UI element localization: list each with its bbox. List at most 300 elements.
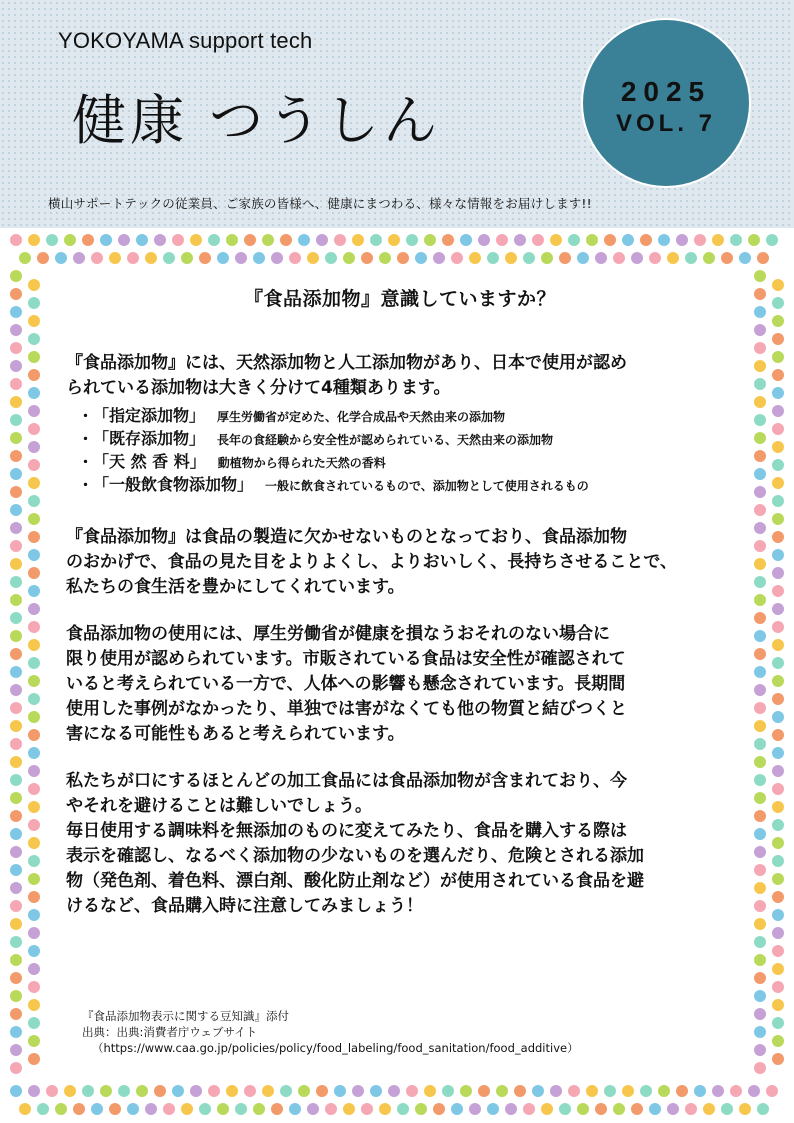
- decorative-dot: [754, 810, 766, 822]
- decorative-dot: [397, 252, 409, 264]
- decorative-dot: [685, 252, 697, 264]
- text-line: 使用した事例がなかったり、単独では害がなくても他の物質と結びつくと: [66, 699, 627, 719]
- decorative-dot: [10, 936, 22, 948]
- decorative-dot: [28, 234, 40, 246]
- decorative-dot: [559, 1103, 571, 1115]
- decorative-dot: [505, 252, 517, 264]
- decorative-dot: [262, 234, 274, 246]
- decorative-dot: [721, 1103, 733, 1115]
- decorative-dot: [352, 1085, 364, 1097]
- decorative-dot: [109, 252, 121, 264]
- decorative-dot: [217, 1103, 229, 1115]
- decorative-dot: [772, 1053, 784, 1065]
- decorative-dot: [694, 1085, 706, 1097]
- decorative-dot: [100, 234, 112, 246]
- decorative-dot: [523, 252, 535, 264]
- decorative-dot: [253, 1103, 265, 1115]
- decorative-dot: [424, 1085, 436, 1097]
- source-url: （https://www.caa.go.jp/policies/policy/food_labeling/food_sanitation/food_additive）: [92, 1041, 579, 1055]
- category-description: 一般に飲食されているもので、添加物として使用されるもの: [265, 479, 589, 493]
- decorative-dot: [10, 702, 22, 714]
- decorative-dot: [754, 702, 766, 714]
- bullet: ・: [78, 476, 94, 494]
- decorative-dot: [487, 1103, 499, 1115]
- decorative-dot: [28, 459, 40, 471]
- decorative-dot: [163, 252, 175, 264]
- decorative-dot: [118, 1085, 130, 1097]
- decorative-dot: [772, 297, 784, 309]
- decorative-dot: [208, 1085, 220, 1097]
- decorative-dot: [604, 234, 616, 246]
- decorative-dot: [37, 252, 49, 264]
- decorative-dot: [577, 1103, 589, 1115]
- decorative-dot: [10, 684, 22, 696]
- decorative-dot: [28, 981, 40, 993]
- decorative-dot: [28, 873, 40, 885]
- decorative-dot: [10, 630, 22, 642]
- source-note: 『食品添加物表示に関する豆知識』添付: [82, 1009, 289, 1023]
- decorative-dot: [772, 693, 784, 705]
- text-line: 表示を確認し、なるべく添加物の少ないものを選んだり、危険とされる添加: [66, 846, 644, 866]
- decorative-dot: [772, 981, 784, 993]
- decorative-dot: [433, 1103, 445, 1115]
- header-banner: [0, 0, 794, 228]
- issue-volume: VOL. 7: [615, 110, 717, 137]
- decorative-dot: [577, 252, 589, 264]
- decorative-dot: [568, 234, 580, 246]
- text-line: 食品添加物の使用には、厚生労働省が健康を損なうおそれのない場合に: [66, 624, 610, 644]
- decorative-dot: [10, 306, 22, 318]
- decorative-dot: [298, 234, 310, 246]
- list-item: [66, 472, 734, 495]
- decorative-dot: [46, 234, 58, 246]
- text-line: 『食品添加物』には、天然添加物と人工添加物があり、日本で使用が認め: [66, 353, 627, 373]
- decorative-dot: [28, 369, 40, 381]
- decorative-dot: [28, 333, 40, 345]
- decorative-dot: [280, 1085, 292, 1097]
- decorative-dot: [772, 567, 784, 579]
- decorative-dot: [46, 1085, 58, 1097]
- intro-paragraph: [66, 351, 734, 401]
- decorative-dot: [442, 1085, 454, 1097]
- decorative-dot: [772, 621, 784, 633]
- decorative-dot: [10, 1062, 22, 1074]
- decorative-dot: [10, 774, 22, 786]
- decorative-dot: [754, 918, 766, 930]
- decorative-dot: [28, 603, 40, 615]
- decorative-dot: [754, 324, 766, 336]
- decorative-dot: [28, 855, 40, 867]
- decorative-dot: [28, 711, 40, 723]
- advice-paragraph: [66, 769, 734, 919]
- decorative-dot: [28, 1035, 40, 1047]
- decorative-dot: [772, 531, 784, 543]
- decorative-dot: [10, 972, 22, 984]
- decorative-dot: [10, 1026, 22, 1038]
- decorative-dot: [658, 1085, 670, 1097]
- decorative-dot: [460, 234, 472, 246]
- bullet: ・: [78, 407, 94, 425]
- decorative-dot: [772, 585, 784, 597]
- decorative-dot: [772, 639, 784, 651]
- decorative-dot: [388, 1085, 400, 1097]
- decorative-dot: [397, 1103, 409, 1115]
- text-line: られている添加物は大きく分けて4種類あります。: [66, 378, 451, 398]
- decorative-dot: [754, 882, 766, 894]
- decorative-dot: [712, 1085, 724, 1097]
- decorative-dot: [127, 1103, 139, 1115]
- decorative-dot: [37, 1103, 49, 1115]
- decorative-dot: [154, 1085, 166, 1097]
- decorative-dot: [28, 513, 40, 525]
- decorative-dot: [190, 234, 202, 246]
- decorative-dot: [91, 1103, 103, 1115]
- decorative-dot: [289, 252, 301, 264]
- decorative-dot: [10, 1085, 22, 1097]
- decorative-dot: [271, 1103, 283, 1115]
- decorative-dot: [136, 1085, 148, 1097]
- decorative-dot: [754, 432, 766, 444]
- text-line: 限り使用が認められています。市販されている食品は安全性が確認されて: [66, 649, 626, 669]
- decorative-dot: [754, 1026, 766, 1038]
- decorative-dot: [406, 1085, 418, 1097]
- decorative-dot: [28, 693, 40, 705]
- decorative-dot: [10, 360, 22, 372]
- decorative-dot: [28, 783, 40, 795]
- decorative-dot: [754, 954, 766, 966]
- newsletter-title: 健康 つうしん: [72, 89, 442, 152]
- decorative-dot: [703, 1103, 715, 1115]
- decorative-dot: [469, 252, 481, 264]
- decorative-dot: [772, 369, 784, 381]
- decorative-dot: [244, 1085, 256, 1097]
- list-item: [66, 403, 734, 426]
- decorative-dot: [433, 252, 445, 264]
- decorative-dot: [442, 234, 454, 246]
- list-item: [66, 426, 734, 449]
- decorative-dot: [754, 558, 766, 570]
- text-line: 害になる可能性もあると考えられています。: [66, 724, 405, 744]
- decorative-dot: [754, 504, 766, 516]
- decorative-dot: [559, 252, 571, 264]
- decorative-dot: [28, 531, 40, 543]
- decorative-dot: [613, 252, 625, 264]
- decorative-dot: [379, 252, 391, 264]
- issue-badge: [583, 20, 749, 186]
- decorative-dot: [10, 756, 22, 768]
- decorative-dot: [28, 1085, 40, 1097]
- decorative-dot: [28, 279, 40, 291]
- decorative-dot: [10, 540, 22, 552]
- decorative-dot: [586, 234, 598, 246]
- decorative-dot: [370, 1085, 382, 1097]
- decorative-dot: [514, 1085, 526, 1097]
- decorative-dot: [10, 738, 22, 750]
- decorative-dot: [640, 1085, 652, 1097]
- decorative-dot: [496, 234, 508, 246]
- decorative-dot: [532, 234, 544, 246]
- decorative-dot: [772, 495, 784, 507]
- decorative-dot: [772, 657, 784, 669]
- decorative-dot: [754, 1008, 766, 1020]
- decorative-dot: [772, 801, 784, 813]
- decorative-dot: [118, 234, 130, 246]
- decorative-dot: [10, 234, 22, 246]
- decorative-dot: [460, 1085, 472, 1097]
- text-line: いると考えられている一方で、人体への影響も懸念されています。長期間: [66, 674, 626, 694]
- decorative-dot: [772, 837, 784, 849]
- decorative-dot: [658, 234, 670, 246]
- decorative-dot: [730, 1085, 742, 1097]
- decorative-dot: [217, 252, 229, 264]
- decorative-dot: [334, 234, 346, 246]
- decorative-dot: [754, 576, 766, 588]
- regulation-paragraph: [66, 622, 734, 747]
- decorative-dot: [772, 441, 784, 453]
- decorative-dot: [676, 1085, 688, 1097]
- decorative-dot: [772, 819, 784, 831]
- decorative-dot: [754, 306, 766, 318]
- decorative-dot: [505, 1103, 517, 1115]
- decorative-dot: [226, 1085, 238, 1097]
- decorative-dot: [73, 1103, 85, 1115]
- decorative-dot: [10, 612, 22, 624]
- decorative-dot: [361, 252, 373, 264]
- decorative-dot: [754, 414, 766, 426]
- decorative-dot: [10, 378, 22, 390]
- decorative-dot: [10, 432, 22, 444]
- decorative-dot: [55, 252, 67, 264]
- decorative-dot: [772, 513, 784, 525]
- decorative-dot: [28, 585, 40, 597]
- decorative-dot: [28, 675, 40, 687]
- decorative-dot: [10, 918, 22, 930]
- decorative-dot: [181, 1103, 193, 1115]
- decorative-dot: [10, 450, 22, 462]
- decorative-dot: [10, 900, 22, 912]
- decorative-dot: [136, 234, 148, 246]
- decorative-dot: [772, 963, 784, 975]
- decorative-dot: [82, 1085, 94, 1097]
- decorative-dot: [28, 477, 40, 489]
- decorative-dot: [325, 1103, 337, 1115]
- decorative-dot: [754, 666, 766, 678]
- decorative-dot: [28, 999, 40, 1011]
- decorative-dot: [10, 882, 22, 894]
- decorative-dot: [199, 1103, 211, 1115]
- source-publisher: 出典：出典:消費者庁ウェブサイト: [82, 1025, 258, 1039]
- decorative-dot: [28, 423, 40, 435]
- decorative-dot: [190, 1085, 202, 1097]
- decorative-dot: [10, 576, 22, 588]
- decorative-dot: [28, 495, 40, 507]
- decorative-dot: [127, 252, 139, 264]
- decorative-dot: [754, 864, 766, 876]
- decorative-dot: [721, 252, 733, 264]
- decorative-dot: [10, 396, 22, 408]
- decorative-dot: [181, 252, 193, 264]
- text-line: 毎日使用する調味料を無添加のものに変えてみたり、食品を購入する際は: [66, 821, 627, 841]
- decorative-dot: [451, 252, 463, 264]
- decorative-dot: [631, 1103, 643, 1115]
- decorative-dot: [235, 252, 247, 264]
- decorative-dot: [208, 234, 220, 246]
- decorative-dot: [424, 234, 436, 246]
- decorative-dot: [772, 405, 784, 417]
- decorative-dot: [772, 477, 784, 489]
- decorative-dot: [772, 711, 784, 723]
- decorative-dot: [361, 1103, 373, 1115]
- decorative-dot: [172, 234, 184, 246]
- decorative-dot: [649, 252, 661, 264]
- text-line: けるなど、食品購入時に注意してみましょう！: [66, 896, 423, 916]
- decorative-dot: [772, 909, 784, 921]
- decorative-dot: [772, 459, 784, 471]
- decorative-dot: [253, 252, 265, 264]
- decorative-dot: [754, 1062, 766, 1074]
- text-line: 私たちの食生活を豊かにしてくれています。: [66, 577, 405, 597]
- decorative-dot: [28, 801, 40, 813]
- decorative-dot: [640, 234, 652, 246]
- decorative-dot: [730, 234, 742, 246]
- source-citation: [82, 1008, 579, 1056]
- decorative-dot: [772, 999, 784, 1011]
- decorative-dot: [754, 972, 766, 984]
- decorative-dot: [676, 234, 688, 246]
- decorative-dot: [10, 342, 22, 354]
- decorative-dot: [772, 747, 784, 759]
- decorative-dot: [28, 351, 40, 363]
- decorative-dot: [28, 405, 40, 417]
- decorative-dot: [748, 1085, 760, 1097]
- decorative-dot: [244, 234, 256, 246]
- decorative-dot: [595, 1103, 607, 1115]
- decorative-dot: [10, 1044, 22, 1056]
- decorative-dot: [10, 648, 22, 660]
- decorative-dot: [28, 909, 40, 921]
- decorative-dot: [772, 351, 784, 363]
- decorative-dot: [772, 387, 784, 399]
- decorative-dot: [772, 927, 784, 939]
- decorative-dot: [28, 747, 40, 759]
- decorative-dot: [64, 1085, 76, 1097]
- category-name: 「既存添加物」: [93, 429, 206, 448]
- decorative-dot: [226, 234, 238, 246]
- text-line: 物（発色剤、着色料、漂白剤、酸化防止剤など）が使用されている食品を避: [66, 871, 644, 891]
- decorative-dot: [109, 1103, 121, 1115]
- decorative-dot: [754, 288, 766, 300]
- decorative-dot: [754, 540, 766, 552]
- decorative-dot: [100, 1085, 112, 1097]
- decorative-dot: [772, 603, 784, 615]
- benefits-paragraph: [66, 525, 734, 600]
- decorative-dot: [10, 810, 22, 822]
- decorative-dot: [19, 1103, 31, 1115]
- decorative-dot: [91, 252, 103, 264]
- decorative-dot: [298, 1085, 310, 1097]
- decorative-dot: [28, 1017, 40, 1029]
- decorative-dot: [772, 783, 784, 795]
- decorative-dot: [28, 315, 40, 327]
- decorative-dot: [754, 828, 766, 840]
- decorative-dot: [568, 1085, 580, 1097]
- decorative-dot: [28, 927, 40, 939]
- decorative-dot: [772, 873, 784, 885]
- decorative-dot: [748, 234, 760, 246]
- decorative-dot: [28, 891, 40, 903]
- decorative-dot: [28, 387, 40, 399]
- decorative-dot: [532, 1085, 544, 1097]
- decorative-dot: [613, 1103, 625, 1115]
- decorative-dot: [10, 558, 22, 570]
- decorative-dot: [550, 1085, 562, 1097]
- decorative-dot: [28, 945, 40, 957]
- decorative-dot: [28, 441, 40, 453]
- decorative-dot: [10, 288, 22, 300]
- decorative-dot: [754, 468, 766, 480]
- company-name: YOKOYAMA support tech: [58, 28, 313, 53]
- decorative-dot: [772, 855, 784, 867]
- decorative-dot: [487, 252, 499, 264]
- decorative-dot: [145, 252, 157, 264]
- decorative-dot: [10, 486, 22, 498]
- decorative-dot: [388, 234, 400, 246]
- decorative-dot: [772, 1035, 784, 1047]
- decorative-dot: [73, 252, 85, 264]
- decorative-dot: [772, 729, 784, 741]
- decorative-dot: [451, 1103, 463, 1115]
- decorative-dot: [352, 234, 364, 246]
- decorative-dot: [772, 423, 784, 435]
- decorative-dot: [541, 252, 553, 264]
- decorative-dot: [739, 252, 751, 264]
- category-description: 長年の食経験から安全性が認められている、天然由来の添加物: [217, 433, 554, 447]
- decorative-dot: [10, 666, 22, 678]
- decorative-dot: [523, 1103, 535, 1115]
- decorative-dot: [754, 792, 766, 804]
- decorative-dot: [10, 828, 22, 840]
- decorative-dot: [82, 234, 94, 246]
- decorative-dot: [307, 252, 319, 264]
- decorative-dot: [667, 1103, 679, 1115]
- decorative-dot: [766, 1085, 778, 1097]
- decorative-dot: [478, 234, 490, 246]
- issue-year: 2025: [620, 76, 712, 107]
- decorative-dot: [10, 468, 22, 480]
- decorative-dot: [772, 549, 784, 561]
- decorative-dot: [496, 1085, 508, 1097]
- decorative-dot: [514, 234, 526, 246]
- decorative-dot: [595, 252, 607, 264]
- decorative-dot: [754, 1044, 766, 1056]
- decorative-dot: [667, 252, 679, 264]
- text-line: やそれを避けることは難しいでしょう。: [66, 796, 372, 816]
- decorative-dot: [10, 864, 22, 876]
- decorative-dot: [19, 252, 31, 264]
- decorative-dot: [280, 234, 292, 246]
- decorative-dot: [199, 252, 211, 264]
- category-description: 厚生労働省が定めた、化学合成品や天然由来の添加物: [217, 410, 506, 424]
- decorative-dot: [766, 234, 778, 246]
- decorative-dot: [262, 1085, 274, 1097]
- decorative-dot: [772, 891, 784, 903]
- decorative-dot: [604, 1085, 616, 1097]
- decorative-dot: [10, 594, 22, 606]
- decorative-dot: [343, 252, 355, 264]
- decorative-dot: [316, 1085, 328, 1097]
- decorative-dot: [622, 1085, 634, 1097]
- decorative-dot: [28, 567, 40, 579]
